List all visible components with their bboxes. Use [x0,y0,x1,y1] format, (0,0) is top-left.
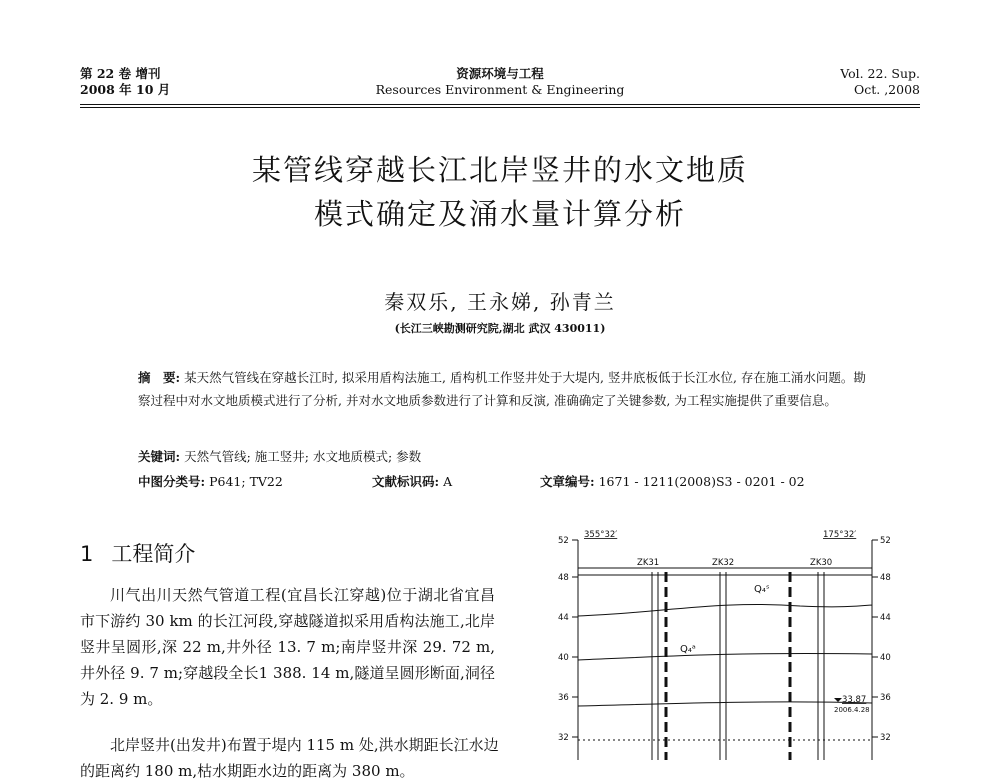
elev-label-left-44: 44 [558,613,569,623]
keywords [138,447,868,465]
elev-label-right-44: 44 [880,613,891,623]
elev-label-left-36: 36 [558,693,569,703]
section-number: 1 [80,542,94,566]
paper-title [0,148,1000,236]
doc-label: 文献标识码: [372,474,440,489]
section-body-continued [80,732,500,780]
journal-name-en: Resources Environment & Engineering [375,82,625,97]
art-value: 1671 - 1211(2008)S3 - 0201 - 02 [598,474,805,489]
journal-volume-en [840,66,920,98]
volume-en: Vol. 22. Sup. [840,66,920,81]
bearing-left: 355°32′ [584,530,618,540]
header-rule-bottom [80,107,920,108]
paper-title-line2: 模式确定及涌水量计算分析 [313,197,686,231]
borehole-label-zk30: ZK30 [810,558,833,568]
abstract-text: 某天然气管线在穿越长江时, 拟采用盾构法施工, 盾构机工作竖井处于大堤内, 竖井底板低于长江水位, 存在施工涌水问题。勘察过程中对水文地质模式进行了分析, 并对水文地质参数进行了计算和反演, 准确确定了关键参数, 为工程实施提供了重要信息。 [138,370,866,408]
layer-label-lower: Q₄ᵃ [680,644,696,655]
body-paragraph-2: 北岸竖井(出发井)布置于堤内 115 m 处,洪水期距长江水边的距离约 180 m,枯水期距水边的距离为 380 m。 [80,736,499,780]
borehole-zk32 [720,572,726,760]
layer-boundary-middle [578,653,872,660]
elev-label-right-32: 32 [880,733,891,743]
journal-name-cn: 资源环境与工程 [456,66,544,81]
clc-value: P641; TV22 [209,474,283,489]
elev-label-left-32: 32 [558,733,569,743]
paper-title-line1: 某管线穿越长江北岸竖井的水文地质 [251,153,748,187]
doc-value: A [443,474,453,489]
elev-label-right-36: 36 [880,693,891,703]
art-label: 文章编号: [540,474,595,489]
elev-label-right-40: 40 [880,653,891,663]
borehole-label-zk31: ZK31 [637,558,660,568]
layer-boundary-lower [578,702,872,706]
borehole-zk31 [652,572,658,760]
section-heading [80,538,195,568]
abstract [138,366,868,412]
borehole-label-zk32: ZK32 [712,558,735,568]
section-title: 工程简介 [111,542,196,566]
water-level-date: 2006.4.28 [834,706,870,714]
abstract-label: 摘 要: [138,370,181,385]
doc-code [372,472,452,490]
article-number [540,472,805,490]
elev-label-right-48: 48 [880,573,891,583]
elev-label-left-40: 40 [558,653,569,663]
publication-date: 2008 年 10 月 [80,82,171,97]
elevation-ticks [572,540,878,737]
clc-label: 中图分类号: [138,474,206,489]
keywords-text: 天然气管线; 施工竖井; 水文地质模式; 参数 [184,449,422,464]
keywords-label: 关键词: [138,449,181,464]
author-list: 秦双乐, 王永娣, 孙青兰 [384,290,616,314]
water-level-marker-icon [834,698,842,702]
header-rule-top [80,104,920,105]
geological-section-figure [540,520,920,760]
elev-label-left-48: 48 [558,573,569,583]
section-body [80,582,495,712]
layer-label-upper: Q₄ˢ [754,584,770,595]
elev-label-right-52: 52 [880,536,891,546]
water-level-value: 33.87 [842,695,867,705]
volume-issue: 第 22 卷 增刊 [80,66,161,81]
elev-label-left-52: 52 [558,536,569,546]
body-paragraph-1: 川气出川天然气管道工程(宜昌长江穿越)位于湖北省宜昌市下游约 30 km 的长江河段,穿越隧道拟采用盾构法施工,北岸竖井呈圆形,深 22 m,井外径 13. 7 m;南岸竖井深 29. 72 m,井外径 9. 7 m;穿越段全长1 388. 14 m,隧道呈圆形断面,洞径为 2. 9 m。 [80,586,495,708]
borehole-zk30 [818,572,824,760]
affiliation: (长江三峡勘测研究院,湖北 武汉 430011) [394,322,606,335]
layer-boundary-upper [578,604,872,616]
bearing-right: 175°32′ [823,530,857,540]
date-en: Oct. ,2008 [853,82,920,97]
